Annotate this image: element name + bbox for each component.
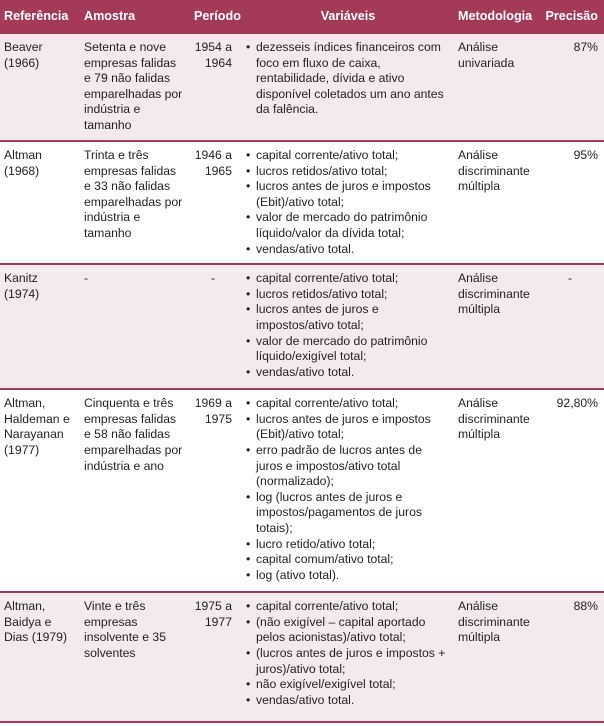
variable-item: • valor de mercado do patrimônio líquido/exigível total; xyxy=(246,334,450,365)
variable-item: • capital corrente/ativo total; xyxy=(246,599,450,615)
cell-amostra: Cinquenta e três empresas falidas e 58 não falidas emparelhadas por indústria e ano xyxy=(80,389,190,592)
cell-referencia: Beaver (1966) xyxy=(0,34,80,141)
cell-variaveis xyxy=(242,389,454,592)
variable-item: • lucros antes de juros e impostos (Ebit)/ativo total; xyxy=(246,412,450,443)
variable-item: • vendas/ativo total. xyxy=(246,693,450,709)
variable-item: • (não exigível – capital aportado pelos acionistas)/ativo total; xyxy=(246,615,450,646)
variable-item: • dezesseis índices financeiros com foco em fluxo de caixa, rentabilidade, dívida e ativo disponível coletados um ano antes da falência. xyxy=(246,40,450,118)
cell-amostra: Vinte e três empresas insolvente e 35 solventes xyxy=(80,592,190,722)
table-row xyxy=(0,34,604,141)
header-periodo: Período xyxy=(190,0,242,34)
cell-referencia: Altman, Baidya e Dias (1979) xyxy=(0,592,80,722)
cell-periodo: 1946 a 1965 xyxy=(190,141,242,264)
cell-precisao: 88% xyxy=(538,592,604,722)
cell-variaveis xyxy=(242,592,454,722)
table-body xyxy=(0,34,604,722)
table-row xyxy=(0,141,604,264)
header-variaveis: Variáveis xyxy=(242,0,454,34)
variable-item: • capital corrente/ativo total; xyxy=(246,396,450,412)
cell-precisao: 95% xyxy=(538,141,604,264)
cell-periodo: 1975 a 1977 xyxy=(190,592,242,722)
cell-referencia: Kanitz (1974) xyxy=(0,264,80,389)
cell-periodo: 1954 a 1964 xyxy=(190,34,242,141)
variable-item: • lucros antes de juros e impostos (Ebit)/ativo total; xyxy=(246,179,450,210)
variable-item: • capital corrente/ativo total; xyxy=(246,148,450,164)
variable-item: • vendas/ativo total. xyxy=(246,242,450,258)
cell-precisao: 92,80% xyxy=(538,389,604,592)
cell-periodo: - xyxy=(190,264,242,389)
variable-item: • lucros antes de juros e impostos/ativo total; xyxy=(246,302,450,333)
variable-item: • não exigível/exigível total; xyxy=(246,677,450,693)
variable-item: • (lucros antes de juros e impostos + juros)/ativo total; xyxy=(246,646,450,677)
cell-referencia: Altman, Haldeman e Narayanan (1977) xyxy=(0,389,80,592)
header-referencia: Referência xyxy=(0,0,80,34)
variables-list xyxy=(246,599,450,708)
cell-periodo: 1969 a 1975 xyxy=(190,389,242,592)
cell-referencia: Altman (1968) xyxy=(0,141,80,264)
cell-variaveis xyxy=(242,34,454,141)
variable-item: • log (lucros antes de juros e impostos/pagamentos de juros totais); xyxy=(246,490,450,537)
cell-precisao: - xyxy=(538,264,604,389)
variable-item: • erro padrão de lucros antes de juros e impostos/ativo total (normalizado); xyxy=(246,443,450,490)
variable-item: • lucros retidos/ativo total; xyxy=(246,164,450,180)
cell-metodologia: Análise discriminante múltipla xyxy=(454,592,538,722)
variables-list xyxy=(246,396,450,583)
variables-list xyxy=(246,148,450,257)
cell-metodologia: Análise discriminante múltipla xyxy=(454,264,538,389)
table-row xyxy=(0,592,604,722)
cell-amostra: - xyxy=(80,264,190,389)
table-header xyxy=(0,0,604,34)
variable-item: • lucro retido/ativo total; xyxy=(246,537,450,553)
cell-amostra: Setenta e nove empresas falidas e 79 não falidas emparelhadas por indústria e tamanho xyxy=(80,34,190,141)
variable-item: • capital corrente/ativo total; xyxy=(246,271,450,287)
cell-amostra: Trinta e três empresas falidas e 33 não falidas emparelhadas por indústria e tamanho xyxy=(80,141,190,264)
cell-variaveis xyxy=(242,264,454,389)
cell-variaveis xyxy=(242,141,454,264)
table-row xyxy=(0,389,604,592)
table-row xyxy=(0,264,604,389)
variable-item: • lucros retidos/ativo total; xyxy=(246,287,450,303)
cell-metodologia: Análise discriminante múltipla xyxy=(454,141,538,264)
cell-precisao: 87% xyxy=(538,34,604,141)
variable-item: • capital comum/ativo total; xyxy=(246,552,450,568)
cell-metodologia: Análise discriminante múltipla xyxy=(454,389,538,592)
cell-metodologia: Análise univariada xyxy=(454,34,538,141)
header-amostra: Amostra xyxy=(80,0,190,34)
header-metodologia: Metodologia xyxy=(454,0,538,34)
variables-list xyxy=(246,40,450,118)
header-precisao: Precisão xyxy=(538,0,604,34)
variable-item: • log (ativo total). xyxy=(246,568,450,584)
variable-item: • vendas/ativo total. xyxy=(246,365,450,381)
variables-list xyxy=(246,271,450,380)
variable-item: • valor de mercado do patrimônio líquido/valor da dívida total; xyxy=(246,210,450,241)
